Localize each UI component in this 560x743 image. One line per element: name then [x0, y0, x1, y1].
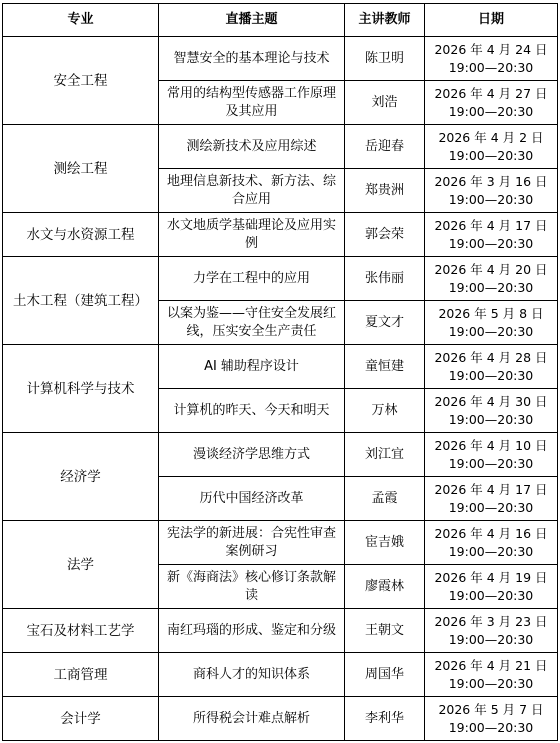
date-cell: [425, 169, 558, 213]
date-cell: [425, 609, 558, 653]
date-text: 2026 年 5 月 7 日: [438, 701, 544, 717]
topic-cell: 商科人才的知识体系: [159, 653, 345, 697]
time-text: 19:00—20:30: [448, 191, 534, 207]
topic-cell: 计算机的昨天、今天和明天: [159, 389, 345, 433]
major-cell: 经济学: [3, 433, 159, 521]
major-cell: 土木工程（建筑工程）: [3, 257, 159, 345]
header-major: 专业: [3, 4, 159, 37]
time-text: 19:00—20:30: [448, 279, 534, 295]
time-text: 19:00—20:30: [448, 323, 534, 339]
date-cell: [425, 37, 558, 81]
teacher-cell: 李利华: [345, 697, 425, 741]
date-cell: [425, 653, 558, 697]
date-cell: [425, 477, 558, 521]
teacher-cell: 刘浩: [345, 81, 425, 125]
date-cell: [425, 125, 558, 169]
topic-cell: 常用的结构型传感器工作原理及其应用: [159, 81, 345, 125]
table-row: [3, 609, 558, 653]
date-text: 2026 年 4 月 28 日: [434, 349, 548, 365]
table-row: [3, 125, 558, 169]
time-text: 19:00—20:30: [448, 235, 534, 251]
teacher-cell: 王朝文: [345, 609, 425, 653]
date-text: 2026 年 3 月 16 日: [434, 173, 548, 189]
major-cell: 计算机科学与技术: [3, 345, 159, 433]
date-text: 2026 年 4 月 21 日: [434, 657, 548, 673]
topic-cell: 智慧安全的基本理论与技术: [159, 37, 345, 81]
date-text: 2026 年 5 月 8 日: [438, 305, 544, 321]
major-cell: 工商管理: [3, 653, 159, 697]
major-cell: 宝石及材料工艺学: [3, 609, 159, 653]
topic-cell: 漫谈经济学思维方式: [159, 433, 345, 477]
teacher-cell: 岳迎春: [345, 125, 425, 169]
topic-cell: 水文地质学基础理论及应用实例: [159, 213, 345, 257]
teacher-cell: 陈卫明: [345, 37, 425, 81]
major-cell: 测绘工程: [3, 125, 159, 213]
date-cell: [425, 697, 558, 741]
date-text: 2026 年 4 月 20 日: [434, 261, 548, 277]
topic-cell: 历代中国经济改革: [159, 477, 345, 521]
date-cell: [425, 301, 558, 345]
lecture-schedule-table: [2, 3, 558, 741]
topic-cell: 所得税会计难点解析: [159, 697, 345, 741]
time-text: 19:00—20:30: [448, 543, 534, 559]
date-text: 2026 年 4 月 30 日: [434, 393, 548, 409]
table-row: [3, 653, 558, 697]
date-text: 2026 年 4 月 17 日: [434, 217, 548, 233]
table-row: [3, 433, 558, 477]
major-cell: 会计学: [3, 697, 159, 741]
teacher-cell: 宦吉娥: [345, 521, 425, 565]
time-text: 19:00—20:30: [448, 499, 534, 515]
table-row: [3, 345, 558, 389]
table-row: [3, 697, 558, 741]
time-text: 19:00—20:30: [448, 455, 534, 471]
topic-cell: 宪法学的新进展：合宪性审查案例研习: [159, 521, 345, 565]
date-cell: [425, 433, 558, 477]
date-cell: [425, 81, 558, 125]
date-text: 2026 年 4 月 19 日: [434, 569, 548, 585]
date-text: 2026 年 4 月 2 日: [438, 129, 544, 145]
topic-cell: 以案为鉴——守住安全发展红线，压实安全生产责任: [159, 301, 345, 345]
teacher-cell: 张伟丽: [345, 257, 425, 301]
major-cell: 安全工程: [3, 37, 159, 125]
header-teacher: 主讲教师: [345, 4, 425, 37]
time-text: 19:00—20:30: [448, 103, 534, 119]
table-row: [3, 257, 558, 301]
table-row: [3, 521, 558, 565]
date-cell: [425, 389, 558, 433]
teacher-cell: 万林: [345, 389, 425, 433]
date-text: 2026 年 4 月 16 日: [434, 525, 548, 541]
major-cell: 水文与水资源工程: [3, 213, 159, 257]
teacher-cell: 夏文才: [345, 301, 425, 345]
time-text: 19:00—20:30: [448, 411, 534, 427]
date-text: 2026 年 4 月 24 日: [434, 41, 548, 57]
date-text: 2026 年 4 月 27 日: [434, 85, 548, 101]
topic-cell: 测绘新技术及应用综述: [159, 125, 345, 169]
teacher-cell: 郭会荣: [345, 213, 425, 257]
table-row: [3, 213, 558, 257]
date-text: 2026 年 4 月 10 日: [434, 437, 548, 453]
time-text: 19:00—20:30: [448, 367, 534, 383]
time-text: 19:00—20:30: [448, 147, 534, 163]
teacher-cell: 周国华: [345, 653, 425, 697]
teacher-cell: 孟霞: [345, 477, 425, 521]
table-row: [3, 37, 558, 81]
date-text: 2026 年 3 月 23 日: [434, 613, 548, 629]
date-cell: [425, 213, 558, 257]
date-cell: [425, 257, 558, 301]
topic-cell: 南红玛瑙的形成、鉴定和分级: [159, 609, 345, 653]
table-body: [3, 37, 558, 741]
time-text: 19:00—20:30: [448, 719, 534, 735]
date-cell: [425, 521, 558, 565]
time-text: 19:00—20:30: [448, 631, 534, 647]
teacher-cell: 廖霞林: [345, 565, 425, 609]
topic-cell: 新《海商法》核心修订条款解读: [159, 565, 345, 609]
header-row: [3, 4, 558, 37]
topic-cell: 力学在工程中的应用: [159, 257, 345, 301]
topic-cell: AI 辅助程序设计: [159, 345, 345, 389]
major-cell: 法学: [3, 521, 159, 609]
time-text: 19:00—20:30: [448, 675, 534, 691]
date-cell: [425, 565, 558, 609]
teacher-cell: 刘江宜: [345, 433, 425, 477]
topic-cell: 地理信息新技术、新方法、综合应用: [159, 169, 345, 213]
teacher-cell: 郑贵洲: [345, 169, 425, 213]
header-date: 日期: [425, 4, 558, 37]
time-text: 19:00—20:30: [448, 587, 534, 603]
teacher-cell: 童恒建: [345, 345, 425, 389]
date-text: 2026 年 4 月 17 日: [434, 481, 548, 497]
time-text: 19:00—20:30: [448, 59, 534, 75]
date-cell: [425, 345, 558, 389]
header-topic: 直播主题: [159, 4, 345, 37]
